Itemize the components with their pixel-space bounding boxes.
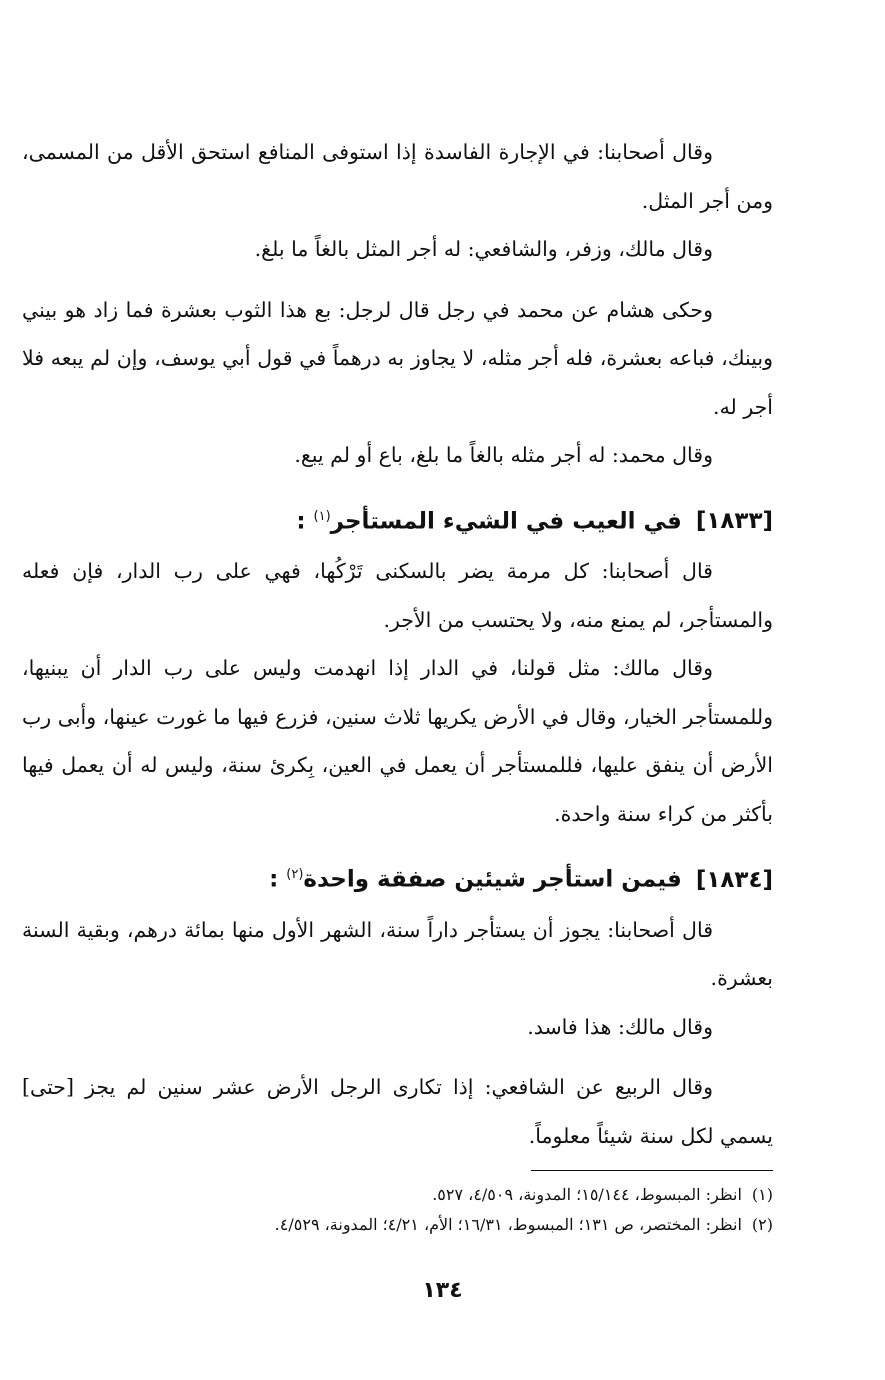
paragraph: وقال أصحابنا: في الإجارة الفاسدة إذا استوفى المنافع استحق الأقل من المسمى، ومن أجر المثل.	[22, 140, 773, 213]
paragraph: وقال الربيع عن الشافعي: إذا تكارى الرجل الأرض عشر سنين لم يجز [حتى] يسمي لكل سنة شيئاً معلوماً.	[22, 1075, 773, 1148]
section-heading-1834	[22, 855, 773, 900]
footnotes	[22, 1180, 773, 1240]
paragraph: وحكى هشام عن محمد في رجل قال لرجل: بع هذا الثوب بعشرة فما زاد هو بيني وبينك، فباعه بعشرة، فله أجر مثله، لا يجاوز به درهماً في قول أبي يوسف، وإن لم يبعه فلا أجر له.	[22, 297, 773, 419]
paragraph: وقال محمد: له أجر مثله بالغاً ما بلغ، باع أو لم يبع.	[294, 443, 713, 467]
paragraph: وقال مالك: مثل قولنا، في الدار إذا انهدمت وليس على رب الدار أن يبنيها، وللمستأجر الخيار، وقال في الأرض يكريها ثلاث سنين، فزرع فيها ما غورت عينها، وأبى رب الأرض أن ينفق عليها، فللمستأجر أن يعمل في العين، بِكرئ سنة، وليس له أن يعمل فيها بأكثر من كراء سنة واحدة.	[22, 656, 773, 826]
page-number: ١٣٤	[422, 1278, 463, 1303]
footnote-number: (٢)	[751, 1215, 773, 1234]
main-text	[22, 128, 773, 1160]
section-number: [١٨٣٤]	[695, 866, 773, 893]
section-title: في العيب في الشيء المستأجر	[330, 508, 682, 535]
paragraph: قال أصحابنا: كل مرمة يضر بالسكنى تَرْكُها، فهي على رب الدار، فإن فعله والمستأجر، لم يمنع منه، ولا يحتسب من الأجر.	[22, 559, 773, 632]
paragraph: قال أصحابنا: يجوز أن يستأجر داراً سنة، الشهر الأول منها بمائة درهم، وبقية السنة بعشرة.	[22, 917, 773, 991]
footnote-divider	[531, 1170, 773, 1171]
section-title: فيمن استأجر شيئين صفقة واحدة	[303, 866, 682, 893]
footnote-text: انظر: المبسوط، ١٥/١٤٤؛ المدونة، ٤/٥٠٩، ٥٢٧.	[432, 1185, 742, 1204]
section-heading-1833	[22, 497, 773, 542]
heading-colon: :	[296, 508, 306, 535]
footnote-item	[22, 1180, 773, 1210]
footnote-number: (١)	[751, 1185, 773, 1204]
footnote-ref[interactable]: (١)	[313, 508, 331, 524]
heading-colon: :	[269, 866, 279, 893]
paragraph: وقال مالك، وزفر، والشافعي: له أجر المثل بالغاً ما بلغ.	[254, 237, 713, 261]
footnote-ref[interactable]: (٢)	[286, 867, 304, 883]
paragraph: وقال مالك: هذا فاسد.	[527, 1014, 713, 1039]
section-number: [١٨٣٣]	[695, 508, 773, 535]
footnote-item	[22, 1210, 773, 1240]
footnote-text: انظر: المختصر، ص ١٣١؛ المبسوط، ١٦/٣١؛ الأم، ٤/٢١؛ المدونة، ٤/٥٢٩.	[274, 1215, 742, 1234]
